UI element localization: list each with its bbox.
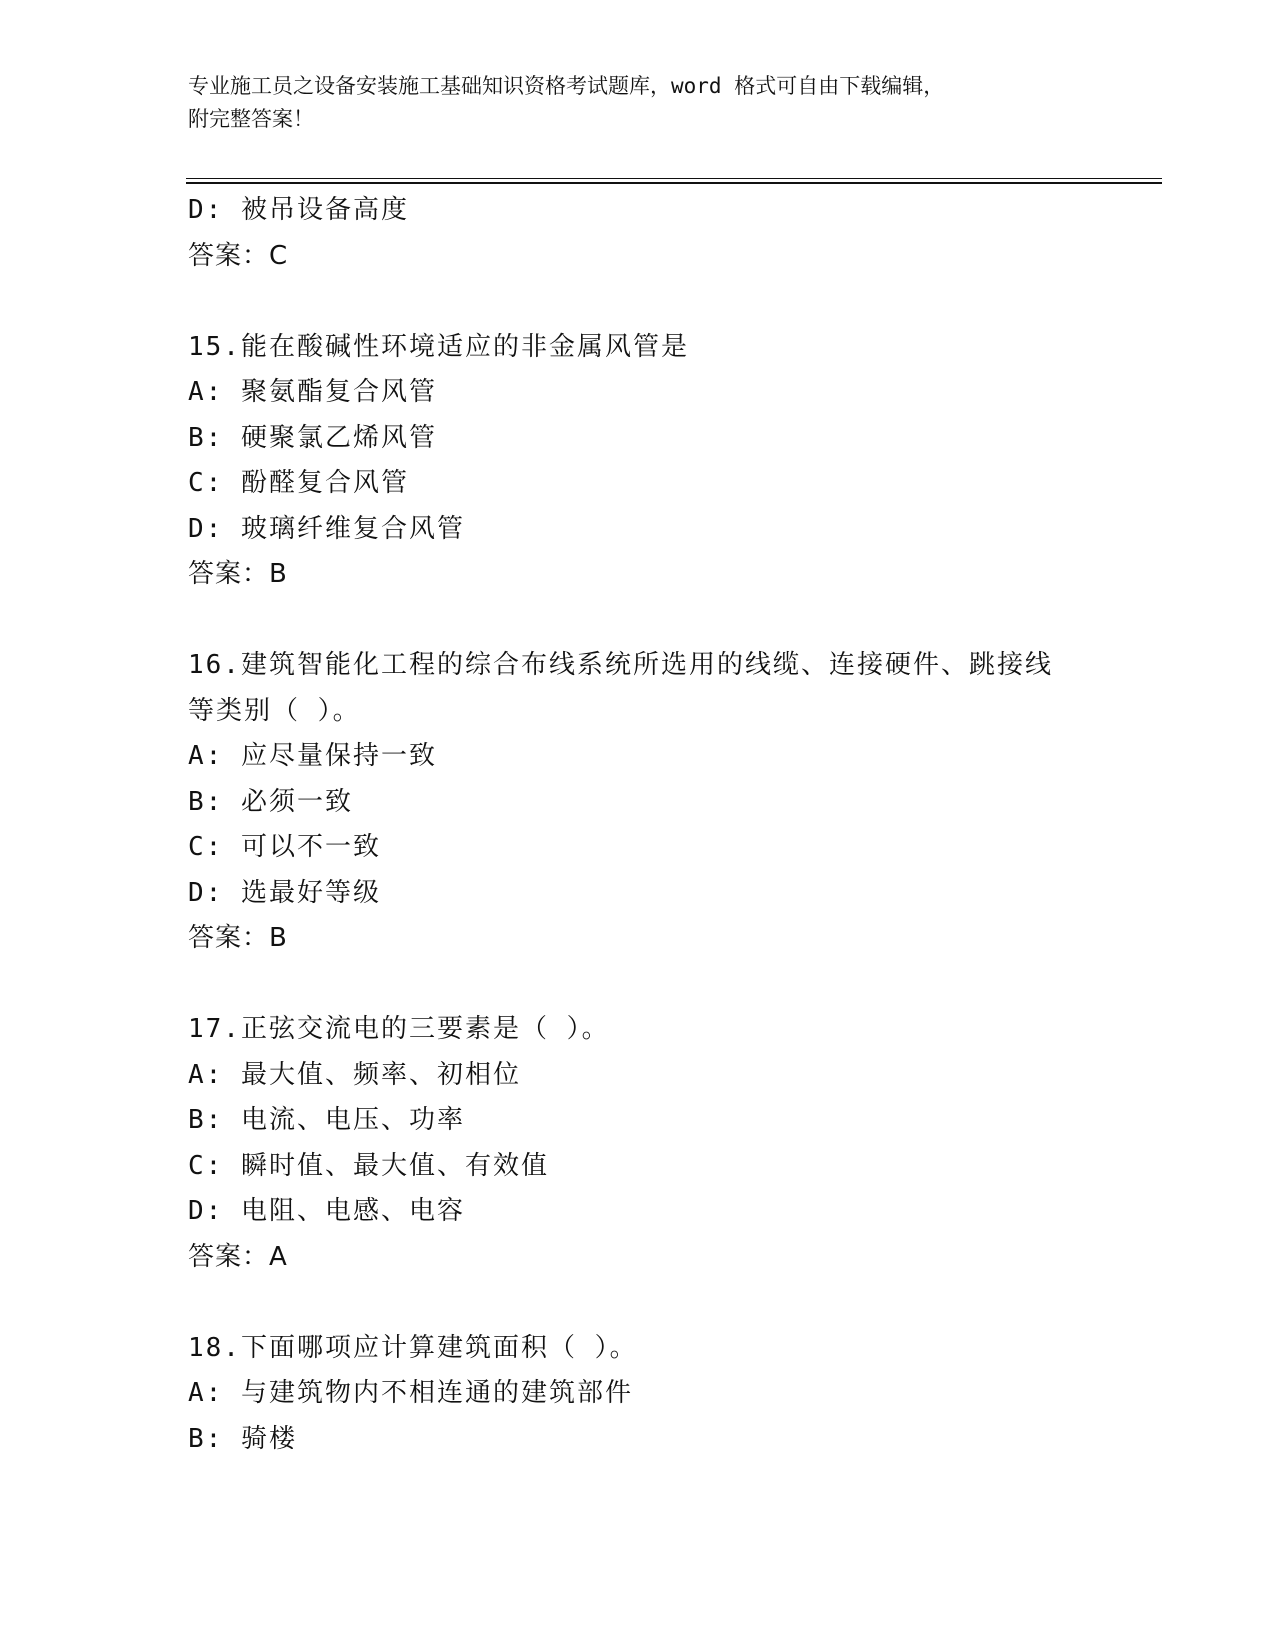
option-a: A: 聚氨酯复合风管 [188,377,437,407]
option-c: C: 酚醛复合风管 [188,468,409,498]
option-d: D: 被吊设备高度 [188,195,409,225]
spacer [188,598,1088,644]
answer: 答案：C [188,240,289,271]
spacer [188,1280,1088,1326]
option-d: D: 电阻、电感、电容 [188,1196,465,1226]
header-line-2: 附完整答案！ [188,107,314,131]
question-18 [188,1326,1088,1463]
option-b: B: 硬聚氯乙烯风管 [188,422,437,453]
option-b: B: 必须一致 [188,786,353,817]
question-stem: 16.建筑智能化工程的综合布线系统所选用的线缆、连接硬件、跳接线 [188,650,1053,680]
document-header [188,70,1088,136]
option-c: C: 可以不一致 [188,832,381,862]
question-15 [188,325,1088,598]
header-divider-thin [186,178,1162,179]
question-17 [188,1007,1088,1280]
option-d: D: 选最好等级 [188,877,381,908]
question-16 [188,643,1088,962]
option-a: A: 最大值、频率、初相位 [188,1059,521,1090]
spacer [188,962,1088,1008]
option-a: A: 应尽量保持一致 [188,741,437,771]
option-b: B: 电流、电压、功率 [188,1105,465,1135]
answer: 答案：B [188,559,288,589]
header-line-1: 专业施工员之设备安装施工基础知识资格考试题库，word 格式可自由下载编辑， [188,74,945,98]
question-stem: 17.正弦交流电的三要素是（ ）。 [188,1014,610,1044]
option-d: D: 玻璃纤维复合风管 [188,513,465,544]
option-a: A: 与建筑物内不相连通的建筑部件 [188,1378,633,1408]
question-stem: 18.下面哪项应计算建筑面积（ ）。 [188,1332,638,1363]
header-divider-thick [186,182,1162,184]
option-b: B: 骑楼 [188,1423,297,1454]
question-stem: 15.能在酸碱性环境适应的非金属风管是 [188,331,689,362]
spacer [188,279,1088,325]
answer: 答案：B [188,923,288,953]
option-c: C: 瞬时值、最大值、有效值 [188,1150,549,1181]
question-content [188,188,1088,1462]
answer: 答案：A [188,1241,288,1272]
question-stem-continued: 等类别（ ）。 [188,695,361,726]
